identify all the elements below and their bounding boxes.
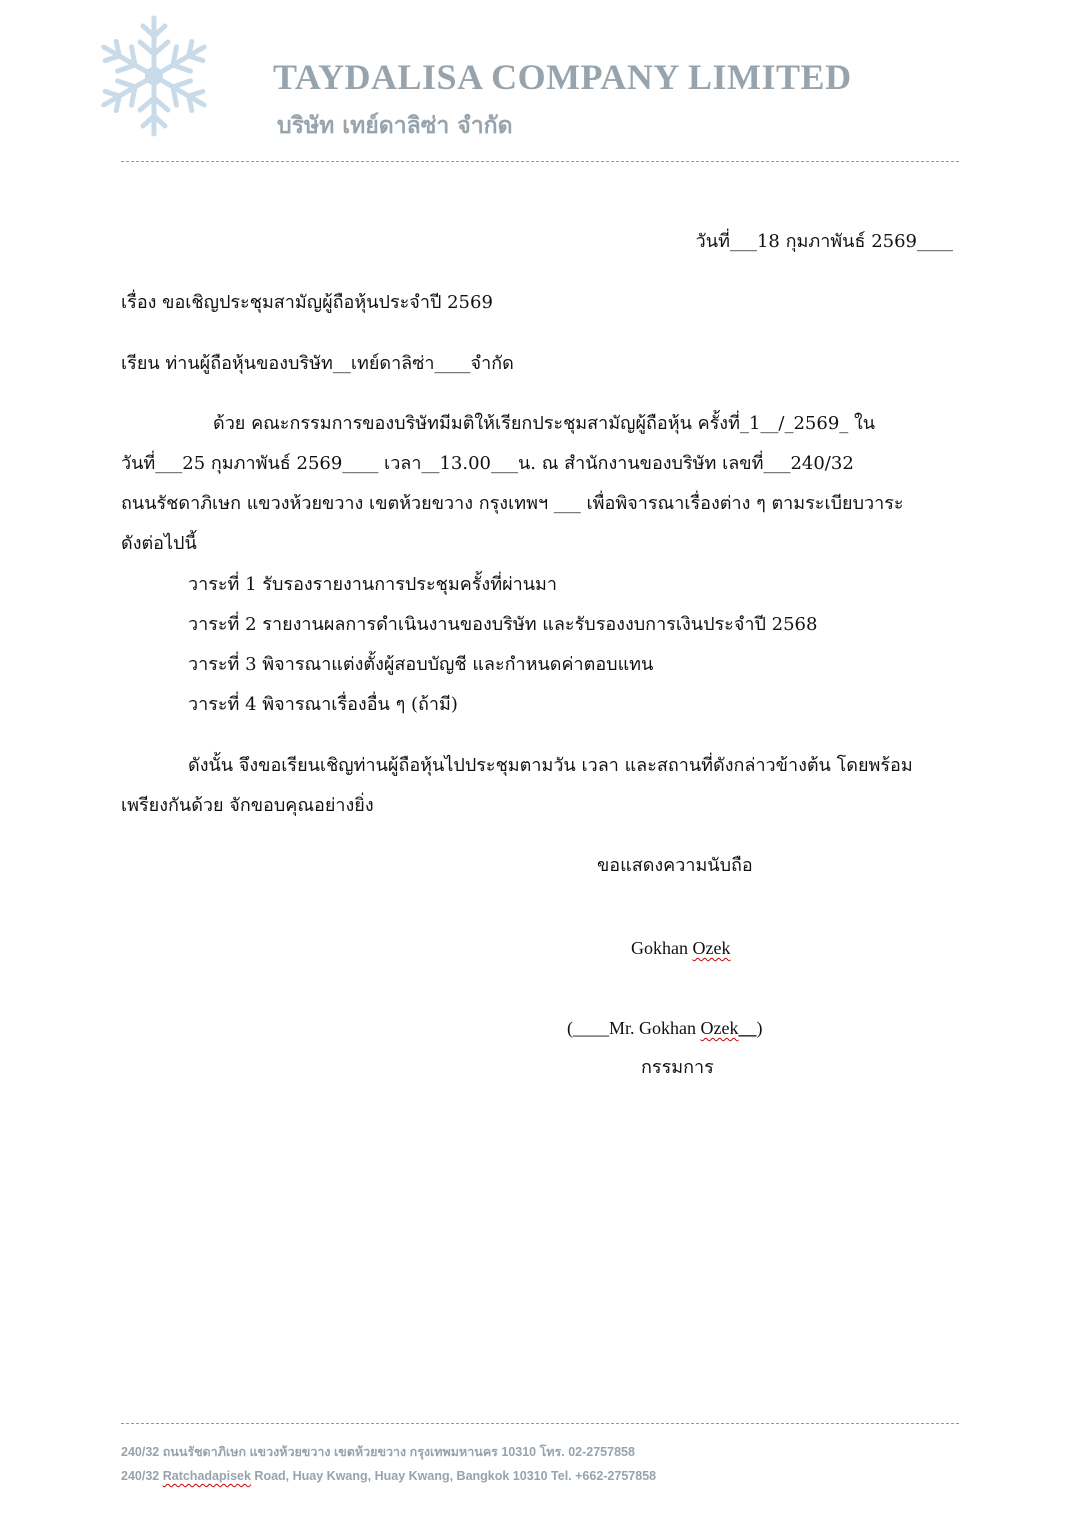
signer-name: [567, 1016, 762, 1040]
company-name-thai: บริษัท เทย์ดาลิซ่า จำกัด: [277, 113, 513, 139]
paragraph-closing: [121, 754, 913, 834]
agenda-item: วาระที่ 4 พิจารณาเรื่องอื่น ๆ (ถ้ามี): [188, 694, 458, 715]
signer-name-tail: __: [738, 1018, 757, 1038]
snowflake-icon: [96, 14, 212, 138]
company-name-english: TAYDALISA COMPANY LIMITED: [273, 57, 852, 97]
agenda-item: วาระที่ 3 พิจารณาแต่งตั้งผู้สอบบัญชี และกำหนดค่าตอบแทน: [188, 654, 654, 675]
signer-name-close: ): [756, 1018, 763, 1038]
paragraph-line: วันที่___25 กุมภาพันธ์ 2569____ เวลา__13.00___น. ณ สำนักงานของบริษัท เลขที่___240/32: [121, 453, 854, 474]
signature-last-name: Ozek: [692, 938, 731, 958]
signature: [631, 936, 730, 960]
footer-address-prefix: 240/32: [121, 1469, 163, 1483]
paragraph-invitation: [121, 412, 904, 572]
paragraph-line: ดังต่อไปนี้: [121, 533, 197, 554]
signer-name-prefix: (____Mr. Gokhan: [567, 1018, 701, 1038]
agenda-item: วาระที่ 2 รายงานผลการดำเนินงานของบริษัท และรับรองงบการเงินประจำปี 2568: [188, 614, 818, 635]
paragraph-line: ดังนั้น จึงขอเรียนเชิญท่านผู้ถือหุ้นไปประชุมตามวัน เวลา และสถานที่ดังกล่าวข้างต้น โดยพร้อม: [188, 755, 913, 776]
footer-road-name: Ratchadapisek: [162, 1469, 251, 1483]
letter-subject: เรื่อง ขอเชิญประชุมสามัญผู้ถือหุ้นประจำปี 2569: [121, 292, 493, 313]
paragraph-line: ถนนรัชดาภิเษก แขวงห้วยขวาง เขตห้วยขวาง กรุงเทพฯ ___ เพื่อพิจารณาเรื่องต่าง ๆ ตามระเบียบวาระ: [121, 493, 904, 514]
agenda-item: วาระที่ 1 รับรองรายงานการประชุมครั้งที่ผ่านมา: [188, 574, 558, 595]
paragraph-line: เพรียงกันด้วย จักขอบคุณอย่างยิ่ง: [121, 795, 374, 816]
header-divider: [121, 161, 959, 162]
signer-position: กรรมการ: [641, 1057, 714, 1078]
signer-last-name: Ozek: [700, 1018, 739, 1038]
footer-divider: [121, 1423, 959, 1424]
agenda-list: [188, 573, 817, 733]
closing-phrase: ขอแสดงความนับถือ: [597, 855, 753, 876]
footer-address-thai: 240/32 ถนนรัชดาภิเษก แขวงห้วยขวาง เขตห้วยขวาง กรุงเทพมหานคร 10310 โทร. 02-2757858: [121, 1445, 635, 1459]
paragraph-line: ด้วย คณะกรรมการของบริษัทมีมติให้เรียกประชุมสามัญผู้ถือหุ้น ครั้งที่_1__/_2569_ ใน: [213, 413, 876, 434]
signature-first-name: Gokhan: [631, 938, 693, 958]
letter-salutation: เรียน ท่านผู้ถือหุ้นของบริษัท__เทย์ดาลิซ่า____จำกัด: [121, 353, 514, 374]
footer-address-english: [121, 1469, 656, 1483]
letter-date: วันที่___18 กุมภาพันธ์ 2569____: [695, 231, 953, 252]
footer-address-rest: Road, Huay Kwang, Huay Kwang, Bangkok 10310 Tel. +662-2757858: [250, 1469, 657, 1483]
